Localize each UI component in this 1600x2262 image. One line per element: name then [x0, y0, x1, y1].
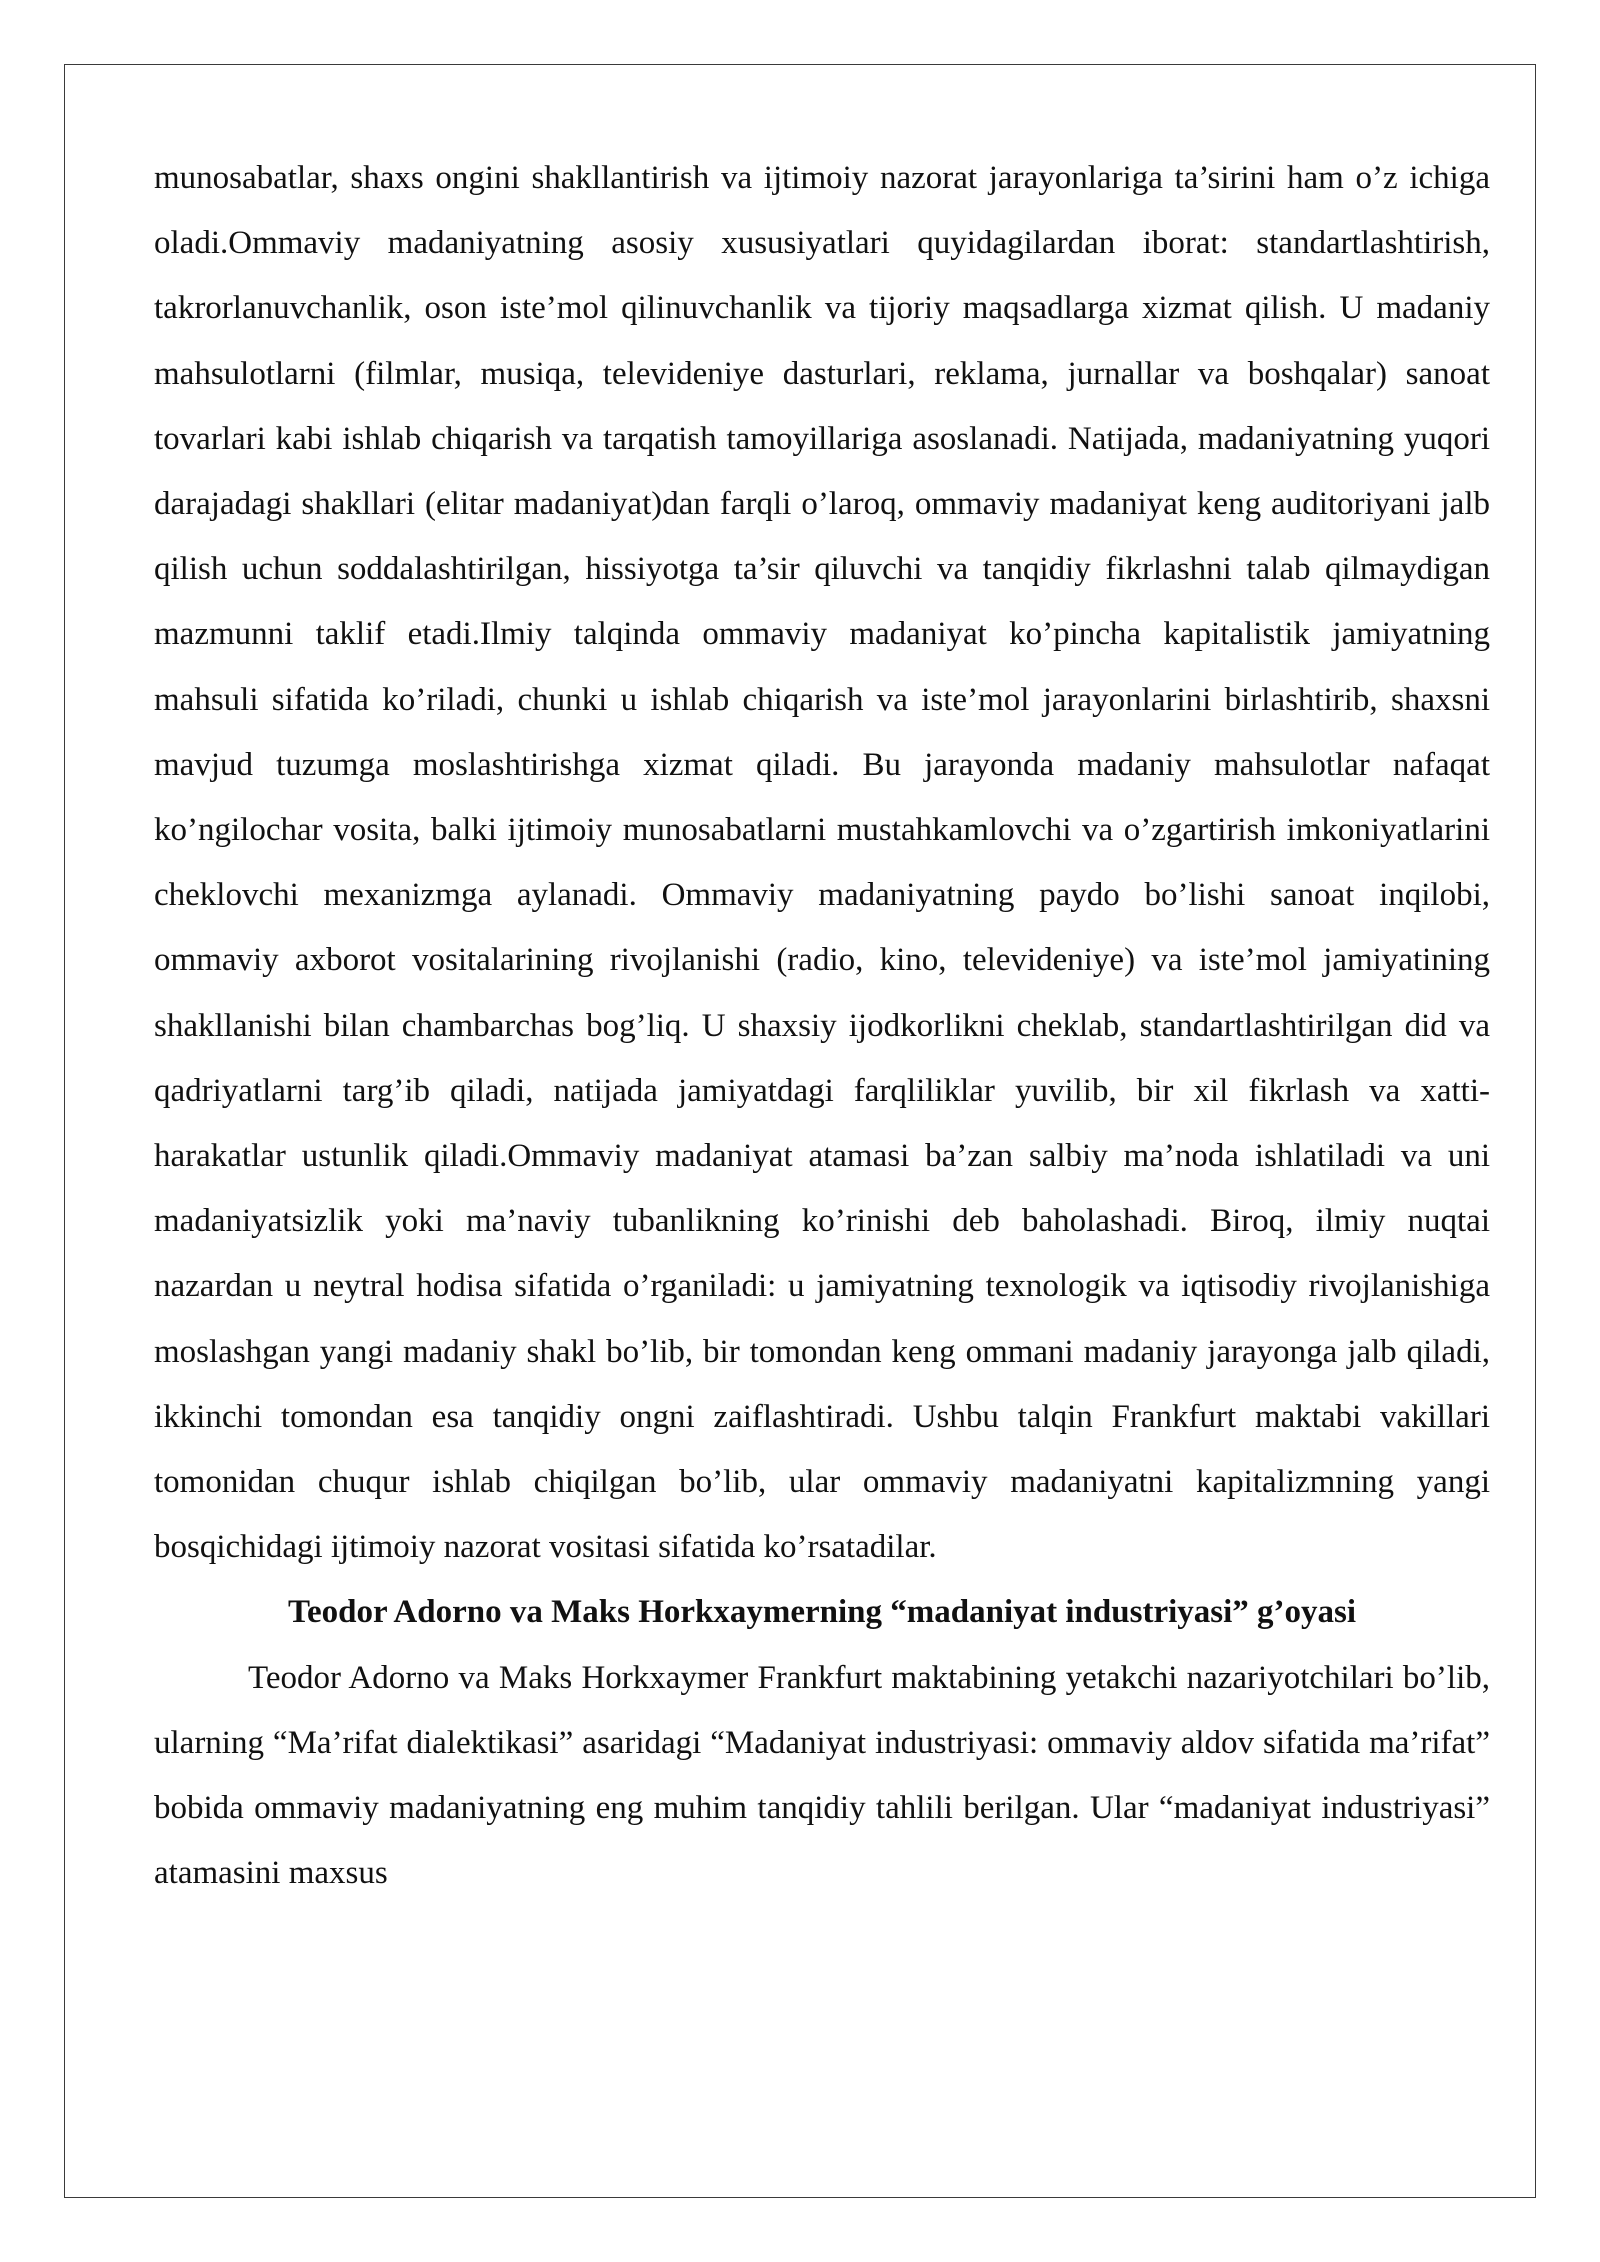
body-paragraph: munosabatlar, shaxs ongini shakllantirish va ijtimoiy nazorat jarayonlariga ta’sirini ham o’z ichiga oladi.Ommaviy madaniyatning asosiy xususiyatlari quyidagilardan iborat: standartlashtirish, takrorlanuvchanlik, oson iste’mol qilinuvchanlik va tijoriy maqsadlarga xizmat qilish. U madaniy mahsulotlarni (filmlar, musiqa, televideniye dasturlari, reklama, jurnallar va boshqalar) sanoat tovarlari kabi ishlab chiqarish va tarqatish tamoyillariga asoslanadi. Natijada, madaniyatning yuqori darajadagi shakllari (elitar madaniyat)dan farqli o’laroq, ommaviy madaniyat keng auditoriyani jalb qilish uchun soddalashtirilgan, hissiyotga ta’sir qiluvchi va tanqidiy fikrlashni talab qilmaydigan mazmunni taklif etadi.Ilmiy talqinda ommaviy madaniyat ko’pincha kapitalistik jamiyatning mahsuli sifatida ko’riladi, chunki u ishlab chiqarish va iste’mol jarayonlarini birlashtirib, shaxsni mavjud tuzumga moslashtirishga xizmat qiladi. Bu jarayonda madaniy mahsulotlar nafaqat ko’ngilochar vosita, balki ijtimoiy munosabatlarni mustahkamlovchi va o’zgartirish imkoniyatlarini cheklovchi mexanizmga aylanadi. Ommaviy madaniyatning paydo bo’lishi sanoat inqilobi, ommaviy axborot vositalarining rivojlanishi (radio, kino, televideniye) va iste’mol jamiyatining shakllanishi bilan chambarchas bog’liq. U shaxsiy ijodkorlikni cheklab, standartlashtirilgan did va qadriyatlarni targ’ib qiladi, natijada jamiyatdagi farqliliklar yuvilib, bir xil fikrlash va xatti-harakatlar ustunlik qiladi.Ommaviy madaniyat atamasi ba’zan salbiy ma’noda ishlatiladi va uni madaniyatsizlik yoki ma’naviy tubanlikning ko’rinishi deb baholashadi. Biroq, ilmiy nuqtai nazardan u neytral hodisa sifatida o’rganiladi: u jamiyatning texnologik va iqtisodiy rivojlanishiga moslashgan yangi madaniy shakl bo’lib, bir tomondan keng ommani madaniy jarayonga jalb qiladi, ikkinchi tomondan esa tanqidiy ongni zaiflashtiradi. Ushbu talqin Frankfurt maktabi vakillari tomonidan chuqur ishlab chiqilgan bo’lib, ular ommaviy madaniyatni kapitalizmning yangi bosqichidagi ijtimoiy nazorat vositasi sifatida ko’rsatadilar. [154, 160, 1490, 1566]
body-paragraph-indented: Teodor Adorno va Maks Horkxaymer Frankfurt maktabining yetakchi nazariyotchilari bo’lib, ularning “Ma’rifat dialektikasi” asaridagi “Madaniyat industriyasi: ommaviy aldov sifatida ma’rifat” bobida ommaviy madaniyatning eng muhim tanqidiy tahlili berilgan. Ular “madaniyat industriyasi” atamasini maxsus [154, 1659, 1490, 1892]
document-body [154, 146, 1490, 1906]
section-heading: Teodor Adorno va Maks Horkxaymerning “madaniyat industriyasi” g’oyasi [287, 1594, 1357, 1631]
